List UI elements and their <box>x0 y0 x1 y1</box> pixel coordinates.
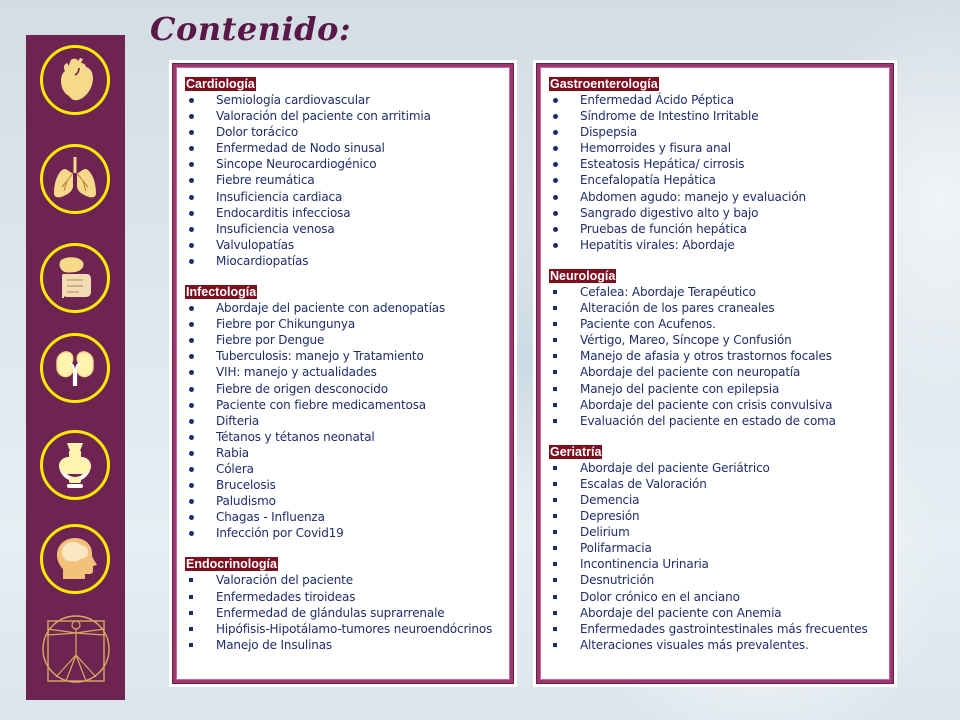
list-item: Alteración de los pares craneales <box>549 300 890 316</box>
section-title: Infectología <box>186 285 257 300</box>
list-item: Sangrado digestivo alto y bajo <box>549 205 890 221</box>
section-gastroenterologia <box>549 73 890 253</box>
list-item: Dolor torácico <box>185 124 510 140</box>
section-infectologia <box>185 281 510 541</box>
list-item: Esteatosis Hepática/ cirrosis <box>549 156 890 172</box>
section-title: Geriatría <box>550 444 602 459</box>
kidneys-icon <box>40 333 110 403</box>
list-item: Demencia <box>549 492 890 508</box>
list-item: Tétanos y tétanos neonatal <box>185 429 510 445</box>
list-item: Desnutrición <box>549 572 890 588</box>
right-content-panel <box>533 60 897 687</box>
list-item: Fiebre de origen desconocido <box>185 381 510 397</box>
topic-list <box>549 284 890 429</box>
vitruvian-man-icon <box>40 607 112 685</box>
section-title: Endocrinología <box>186 557 277 572</box>
list-item: Abordaje del paciente Geriátrico <box>549 460 890 476</box>
list-item: Valvulopatías <box>185 237 510 253</box>
section-title: Neurología <box>550 268 616 283</box>
list-item: Pruebas de función hepática <box>549 221 890 237</box>
list-item: Chagas - Influenza <box>185 509 510 525</box>
list-item: Incontinencia Urinaria <box>549 556 890 572</box>
list-item: Abordaje del paciente con adenopatías <box>185 300 510 316</box>
list-item: Cólera <box>185 461 510 477</box>
section-endocrinologia <box>185 553 510 652</box>
section-neurologia <box>549 265 890 429</box>
list-item: Rabia <box>185 445 510 461</box>
list-item: Infección por Covid19 <box>185 525 510 541</box>
list-item: Paciente con Acufenos. <box>549 316 890 332</box>
section-title: Cardiología <box>186 77 255 91</box>
digestive-system-icon <box>40 243 110 313</box>
list-item: Miocardiopatías <box>185 253 510 269</box>
list-item: Enfermedades gastrointestinales más frecuentes <box>549 621 890 637</box>
list-item: Manejo de afasia y otros trastornos focales <box>549 348 890 364</box>
list-item: VIH: manejo y actualidades <box>185 364 510 380</box>
left-content-panel <box>169 60 517 687</box>
list-item: Fiebre por Dengue <box>185 332 510 348</box>
list-item: Enfermedad de glándulas suprarrenale <box>185 605 510 621</box>
list-item: Enfermedad de Nodo sinusal <box>185 140 510 156</box>
list-item: Sincope Neurocardiogénico <box>185 156 510 172</box>
list-item: Hepatitis virales: Abordaje <box>549 237 890 253</box>
list-item: Tuberculosis: manejo y Tratamiento <box>185 348 510 364</box>
section-cardiologia <box>185 73 510 269</box>
list-item: Valoración del paciente con arritimia <box>185 108 510 124</box>
list-item: Hipófisis-Hipotálamo-tumores neuroendócrinos <box>185 621 510 637</box>
topic-list <box>185 92 510 269</box>
list-item: Abordaje del paciente con crisis convulsiva <box>549 397 890 413</box>
section-geriatria <box>549 441 890 653</box>
list-item: Dispepsia <box>549 124 890 140</box>
list-item: Abordaje del paciente con neuropatía <box>549 364 890 380</box>
list-item: Insuficiencia cardiaca <box>185 189 510 205</box>
left-column <box>172 63 514 684</box>
brain-head-icon <box>40 524 110 594</box>
list-item: Síndrome de Intestino Irritable <box>549 108 890 124</box>
list-item: Evaluación del paciente en estado de coma <box>549 413 890 429</box>
list-item: Brucelosis <box>185 477 510 493</box>
list-item: Paciente con fiebre medicamentosa <box>185 397 510 413</box>
right-column <box>536 63 894 684</box>
thyroid-icon <box>40 430 110 500</box>
list-item: Hemorroides y fisura anal <box>549 140 890 156</box>
list-item: Vértigo, Mareo, Síncope y Confusión <box>549 332 890 348</box>
topic-list <box>549 92 890 253</box>
list-item: Escalas de Valoración <box>549 476 890 492</box>
list-item: Enfermedades tiroideas <box>185 589 510 605</box>
topic-list <box>549 460 890 653</box>
list-item: Valoración del paciente <box>185 572 510 588</box>
lungs-icon <box>40 144 110 214</box>
list-item: Delirium <box>549 524 890 540</box>
specialty-icon-sidebar <box>26 35 125 700</box>
list-item: Alteraciones visuales más prevalentes. <box>549 637 890 653</box>
list-item: Paludismo <box>185 493 510 509</box>
topic-list <box>185 572 510 652</box>
list-item: Fiebre por Chikungunya <box>185 316 510 332</box>
list-item: Abdomen agudo: manejo y evaluación <box>549 189 890 205</box>
list-item: Cefalea: Abordaje Terapéutico <box>549 284 890 300</box>
list-item: Endocarditis infecciosa <box>185 205 510 221</box>
list-item: Manejo del paciente con epilepsia <box>549 381 890 397</box>
topic-list <box>185 300 510 541</box>
list-item: Dolor crónico en el anciano <box>549 589 890 605</box>
list-item: Polifarmacia <box>549 540 890 556</box>
list-item: Difteria <box>185 413 510 429</box>
heart-icon <box>40 45 110 115</box>
list-item: Fiebre reumática <box>185 172 510 188</box>
list-item: Enfermedad Ácido Péptica <box>549 92 890 108</box>
list-item: Manejo de Insulinas <box>185 637 510 653</box>
list-item: Encefalopatía Hepática <box>549 172 890 188</box>
section-title: Gastroenterología <box>550 77 658 91</box>
list-item: Depresión <box>549 508 890 524</box>
list-item: Semiología cardiovascular <box>185 92 510 108</box>
page-title: Contenido: <box>150 10 352 48</box>
list-item: Abordaje del paciente con Anemia <box>549 605 890 621</box>
list-item: Insuficiencia venosa <box>185 221 510 237</box>
